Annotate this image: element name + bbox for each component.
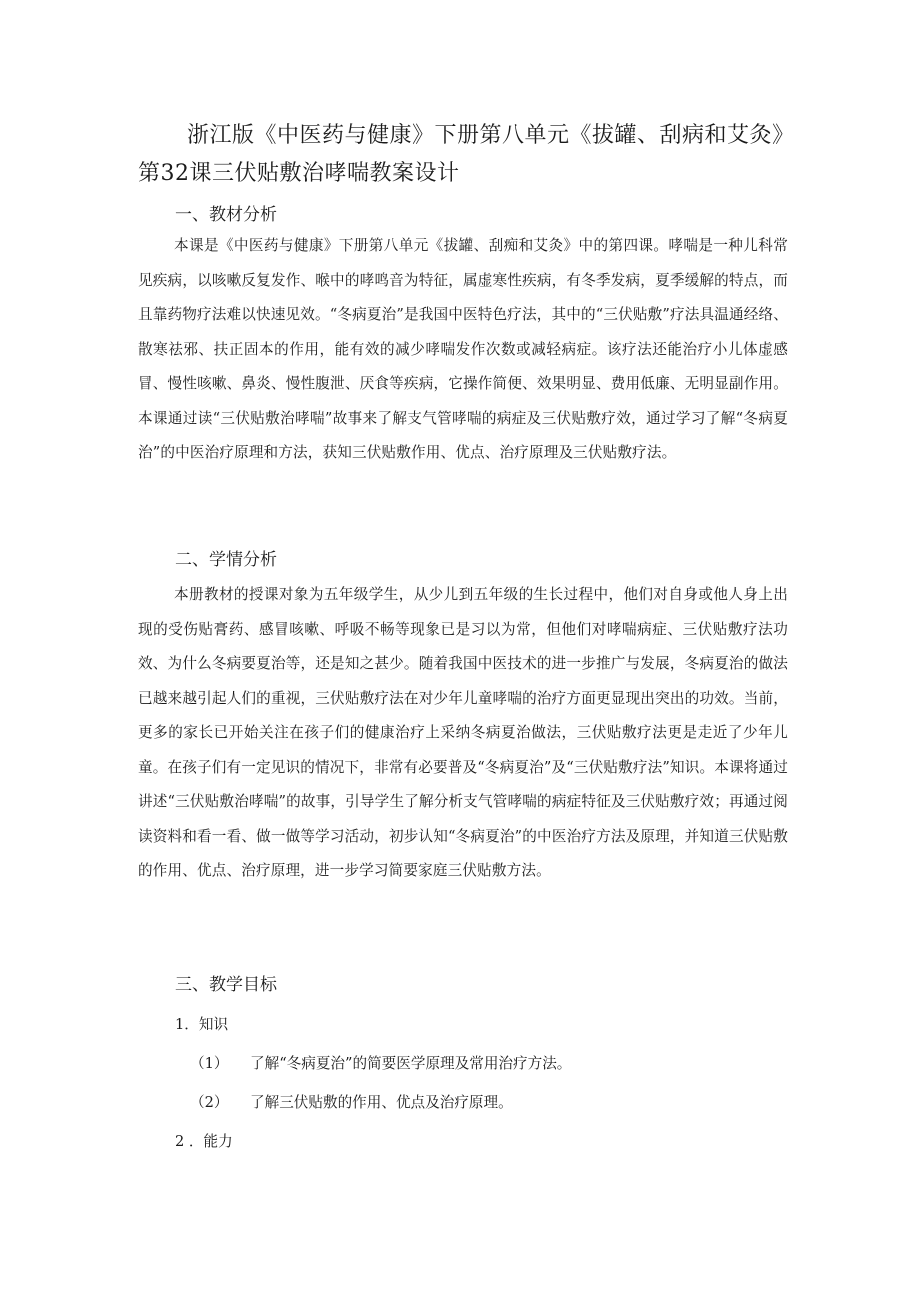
subheading-ability: 2 ．能力 [175,1133,233,1150]
document-title-line-1: 浙江版《中医药与健康》下册第八单元《拔罐、刮病和艾灸》 [187,123,795,148]
section-heading-student-analysis: 二、学情分析 [175,550,277,570]
list-item-text: 了解“冬病夏治”的简要医学原理及常用治疗方法。 [250,1055,572,1072]
paragraph-textbook-analysis: 本课是《中医药与健康》下册第八单元《拔罐、刮痴和艾灸》中的第四课。哮喘是一种儿科常见疾病，以咳嗽反复发作、喉中的哮鸣音为特征，属虚寒性疾病，有冬季发病，夏季缓解的特点，而且靠药物疗法难以快速见效。“冬病夏治”是我国中医特色疗法，其中的“三伏贴敷”疗法具温通经络、散寒祛邪、扶正固本的作用，能有效的减少哮喘发作次数或减轻病症。该疗法还能治疗小儿体虚感冒、慢性咳嗽、鼻炎、慢性腹泄、厌食等疾病，它操作简便、效果明显、费用低廉、无明显副作用。本课通过读“三伏贴敷治哮喘”故事来了解支气管哮喘的病症及三伏贴敷疗效，通过学习了解“冬病夏治”的中医治疗原理和方法，获知三伏贴敷作用、优点、治疗原理及三伏贴敷疗法。 [138,237,788,461]
list-item-number: （1） [190,1055,229,1072]
paragraph-student-analysis: 本册教材的授课对象为五年级学生，从少儿到五年级的生长过程中，他们对自身或他人身上出现的受伤贴膏药、感冒咳嗽、呼吸不畅等现象已是习以为常，但他们对哮喘病症、三伏贴敷疗法功效、为什么冬病要夏治等，还是知之甚少。随着我国中医技术的进一步推广与发展，冬病夏治的做法已越来越引起人们的重视，三伏贴敷疗法在对少年儿童哮喘的治疗方面更显现出突出的功效。当前，更多的家长已开始关注在孩子们的健康治疗上采纳冬病夏治做法，三伏贴敷疗法更是走近了少年儿童。在孩子们有一定见识的情况下，非常有必要普及“冬病夏治”及“三伏贴敷疗法”知识。本课将通过讲述“三伏贴敷治哮喘”的故事，引导学生了解分析支气管哮喘的病症特征及三伏贴敷疗效；再通过阅读资料和看一看、做一做等学习活动，初步认知“冬病夏治”的中医治疗方法及原理，并知道三伏贴敷的作用、优点、治疗原理，进一步学习简要家庭三伏贴敷方法。 [138,586,788,879]
list-item-text: 了解三伏贴敷的作用、优点及治疗原理。 [250,1094,513,1111]
document-title-line-2: 第32课三伏贴敷治哮喘教案设计 [138,161,460,186]
section-heading-teaching-goals: 三、教学目标 [175,975,277,995]
list-item-number: （2） [190,1094,229,1111]
subheading-knowledge: 1．知识 [175,1016,229,1033]
section-heading-textbook-analysis: 一、教材分析 [175,205,277,225]
